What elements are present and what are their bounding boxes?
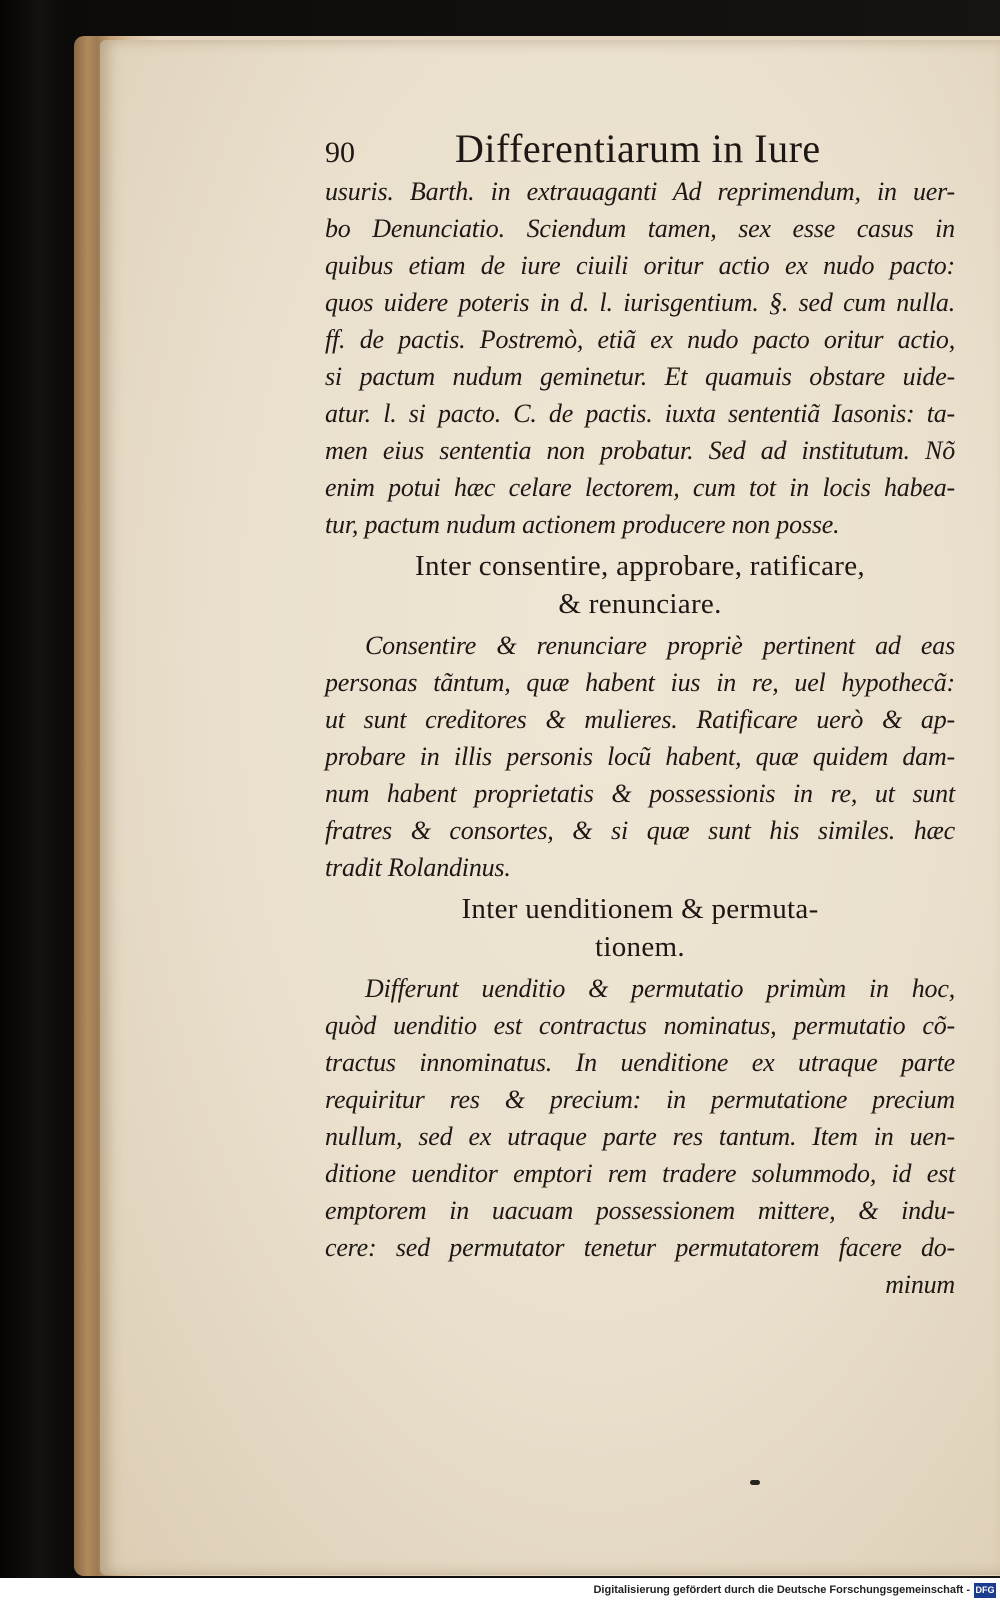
text-line: si pactum nudum geminetur. Et quamuis obstare uide- [325,362,955,391]
paragraph-b [325,627,955,886]
text-line: requiritur res & precium: in permutatione precium [325,1085,955,1114]
heading-line: Inter uenditionem & permuta- [461,893,819,925]
running-head-title: Differentiarum in Iure [455,126,821,171]
dfg-logo-icon: DFG [974,1583,996,1598]
text-line: tradit Rolandinus. [325,853,511,882]
text-line: ut sunt creditores & mulieres. Ratificare uerò & ap- [325,705,955,734]
text-line: bo Denunciatio. Sciendum tamen, sex esse casus in [325,214,955,243]
text-line: quos uidere poteris in d. l. iurisgentium. §. sed cum nulla. [325,288,955,317]
paragraph-c [325,970,955,1303]
section-heading-1 [325,547,955,623]
text-line: men eius sententia non probatur. Sed ad institutum. Nõ [325,436,955,465]
text-line: probare in illis personis locũ habent, quæ quidem dam- [325,742,955,771]
text-line: ditione uenditor emptori rem tradere solummodo, id est [325,1159,955,1188]
text-line: num habent proprietatis & possessionis in re, ut sunt [325,779,955,808]
text-line: atur. l. si pacto. C. de pactis. iuxta sententiã Iasonis: ta- [325,399,955,428]
text-line: Differunt uenditio & permutatio primùm in hoc, [365,974,955,1003]
digitization-footer [0,1578,1000,1607]
page-content [325,125,955,1303]
text-line: emptorem in uacuam possessionem mittere, & indu- [325,1196,955,1225]
ink-spot [750,1480,760,1485]
heading-line: Inter consentire, approbare, ratificare, [415,550,865,582]
text-line: fratres & consortes, & si quæ sunt his similes. hæc [325,816,955,845]
catchword: minum [885,1270,955,1299]
text-line: tur, pactum nudum actionem producere non posse. [325,510,840,539]
text-line: quòd uenditio est contractus nominatus, permutatio cõ- [325,1011,955,1040]
running-head [325,125,955,173]
text-line: nullum, sed ex utraque parte res tantum. Item in uen- [325,1122,955,1151]
text-line: quibus etiam de iure ciuili oritur actio ex nudo pacto: [325,251,955,280]
text-line: usuris. Barth. in extrauaganti Ad reprimendum, in uer- [325,177,955,206]
text-line: Consentire & renunciare propriè pertinent ad eas [365,631,955,660]
heading-line: tionem. [595,931,685,963]
text-line: tractus innominatus. In uenditione ex utraque parte [325,1048,955,1077]
text-line: personas tãntum, quæ habent ius in re, uel hypothecã: [325,668,955,697]
funding-credit: Digitalisierung gefördert durch die Deutsche Forschungsgemeinschaft - [593,1584,970,1596]
page-number: 90 [325,136,355,169]
heading-line: & renunciare. [558,588,722,620]
text-line: cere: sed permutator tenetur permutatorem facere do- [325,1233,955,1262]
section-heading-2 [325,890,955,966]
text-line: enim potui hæc celare lectorem, cum tot in locis habea- [325,473,955,502]
paragraph-a [325,173,955,543]
text-line: ff. de pactis. Postremò, etiã ex nudo pacto oritur actio, [325,325,955,354]
